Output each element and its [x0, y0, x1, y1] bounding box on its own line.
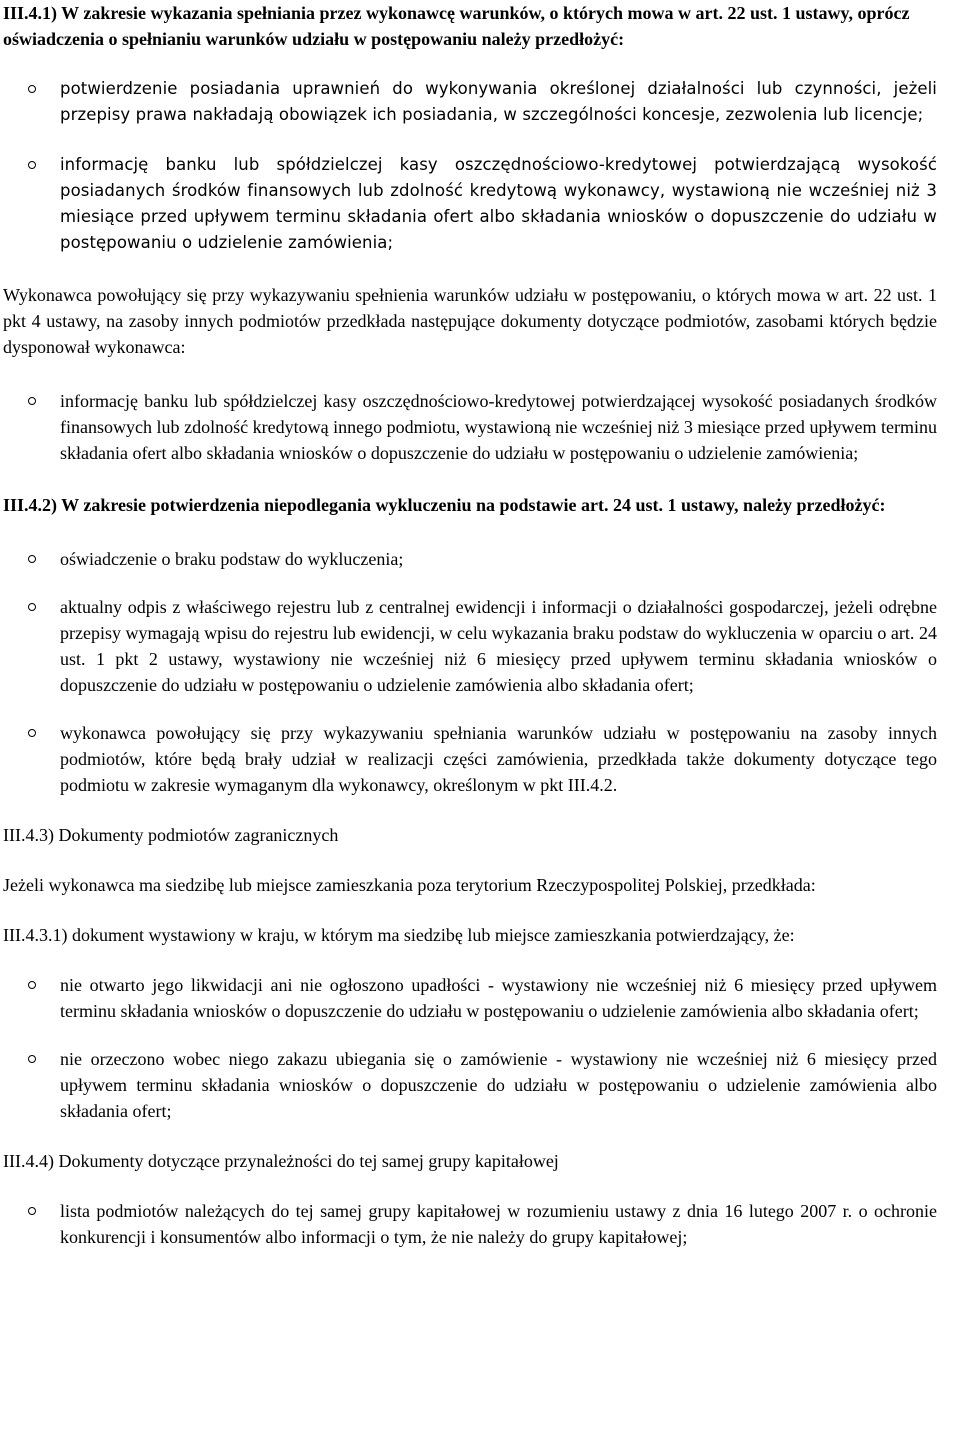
document-page	[3, 0, 937, 1250]
section-heading-iii-4-1: III.4.1) W zakresie wykazania spełniania przez wykonawcę warunków, o których mowa w art. 22 ust. 1 ustawy, oprócz oświadczenia o spełnianiu warunków udziału w postępowaniu należy przedłożyć:	[3, 3, 910, 49]
list-iii-4-1-resources	[3, 388, 937, 466]
paragraph-resources: Wykonawca powołujący się przy wykazywaniu spełnienia warunków udziału w postępowaniu, o których mowa w art. 22 ust. 1 pkt 4 ustawy, na zasoby innych podmiotów przedkłada następujące dokumenty dotyczące podmiotów, zasobami których będzie dysponował wykonawca:	[3, 285, 937, 357]
section-heading-iii-4-4: III.4.4) Dokumenty dotyczące przynależności do tej samej grupy kapitałowej	[3, 1151, 559, 1171]
list-item: potwierdzenie posiadania uprawnień do wykonywania określonej działalności lub czynności, jeżeli przepisy prawa nakładają obowiązek ich posiadania, w szczególności koncesje, zezwolenia lub licencje;	[3, 76, 937, 128]
bullet-icon	[28, 161, 36, 169]
list-iii-4-1	[3, 76, 937, 256]
section-heading-iii-4-3-1: III.4.3.1) dokument wystawiony w kraju, w którym ma siedzibę lub miejsce zamieszkania potwierdzający, że:	[3, 925, 795, 945]
bullet-icon	[28, 1055, 36, 1063]
list-item: aktualny odpis z właściwego rejestru lub z centralnej ewidencji i informacji o działalności gospodarczej, jeżeli odrębne przepisy wymagają wpisu do rejestru lub ewidencji, w celu wykazania braku podstaw do wykluczenia w oparciu o art. 24 ust. 1 pkt 2 ustawy, wystawiony nie wcześniej niż 6 miesięcy przed upływem terminu składania wniosków o dopuszczenie do udziału w postępowaniu o udzielenie zamówienia albo składania ofert;	[3, 594, 937, 698]
bullet-icon	[28, 981, 36, 989]
list-iii-4-2	[3, 546, 937, 798]
bullet-icon	[28, 729, 36, 737]
list-item: oświadczenie o braku podstaw do wykluczenia;	[3, 546, 937, 572]
list-iii-4-4	[3, 1198, 937, 1250]
bullet-icon	[28, 555, 36, 563]
list-iii-4-3-1	[3, 972, 937, 1124]
paragraph-foreign: Jeżeli wykonawca ma siedzibę lub miejsce zamieszkania poza terytorium Rzeczypospolitej Polskiej, przedkłada:	[3, 875, 816, 895]
list-item: nie otwarto jego likwidacji ani nie ogłoszono upadłości - wystawiony nie wcześniej niż 6 miesięcy przed upływem terminu składania wniosków o dopuszczenie do udziału w postępowaniu o udzielenie zamówienia albo składania ofert;	[3, 972, 937, 1024]
bullet-icon	[28, 1207, 36, 1215]
section-heading-iii-4-3: III.4.3) Dokumenty podmiotów zagranicznych	[3, 825, 339, 845]
list-item: nie orzeczono wobec niego zakazu ubiegania się o zamówienie - wystawiony nie wcześniej niż 6 miesięcy przed upływem terminu składania wniosków o dopuszczenie do udziału w postępowaniu o udzielenie zamówienia albo składania ofert;	[3, 1046, 937, 1124]
bullet-icon	[28, 85, 36, 93]
bullet-icon	[28, 603, 36, 611]
list-item: informację banku lub spółdzielczej kasy oszczędnościowo-kredytowej potwierdzającej wysokość posiadanych środków finansowych lub zdolność kredytową innego podmiotu, wystawioną nie wcześniej niż 3 miesiące przed upływem terminu składania ofert albo składania wniosków o dopuszczenie do udziału w postępowaniu o udzielenie zamówienia;	[3, 388, 937, 466]
list-item: lista podmiotów należących do tej samej grupy kapitałowej w rozumieniu ustawy z dnia 16 lutego 2007 r. o ochronie konkurencji i konsumentów albo informacji o tym, że nie należy do grupy kapitałowej;	[3, 1198, 937, 1250]
bullet-icon	[28, 397, 36, 405]
list-item: wykonawca powołujący się przy wykazywaniu spełniania warunków udziału w postępowaniu na zasoby innych podmiotów, które będą brały udział w realizacji części zamówienia, przedkłada także dokumenty dotyczące tego podmiotu w zakresie wymaganym dla wykonawcy, określonym w pkt III.4.2.	[3, 720, 937, 798]
section-heading-iii-4-2: III.4.2) W zakresie potwierdzenia niepodlegania wykluczeniu na podstawie art. 24 ust. 1 ustawy, należy przedłożyć:	[3, 495, 886, 515]
list-item: informację banku lub spółdzielczej kasy oszczędnościowo-kredytowej potwierdzającą wysokość posiadanych środków finansowych lub zdolność kredytową wykonawcy, wystawioną nie wcześniej niż 3 miesiące przed upływem terminu składania ofert albo składania wniosków o dopuszczenie do udziału w postępowaniu o udzielenie zamówienia;	[3, 152, 937, 256]
